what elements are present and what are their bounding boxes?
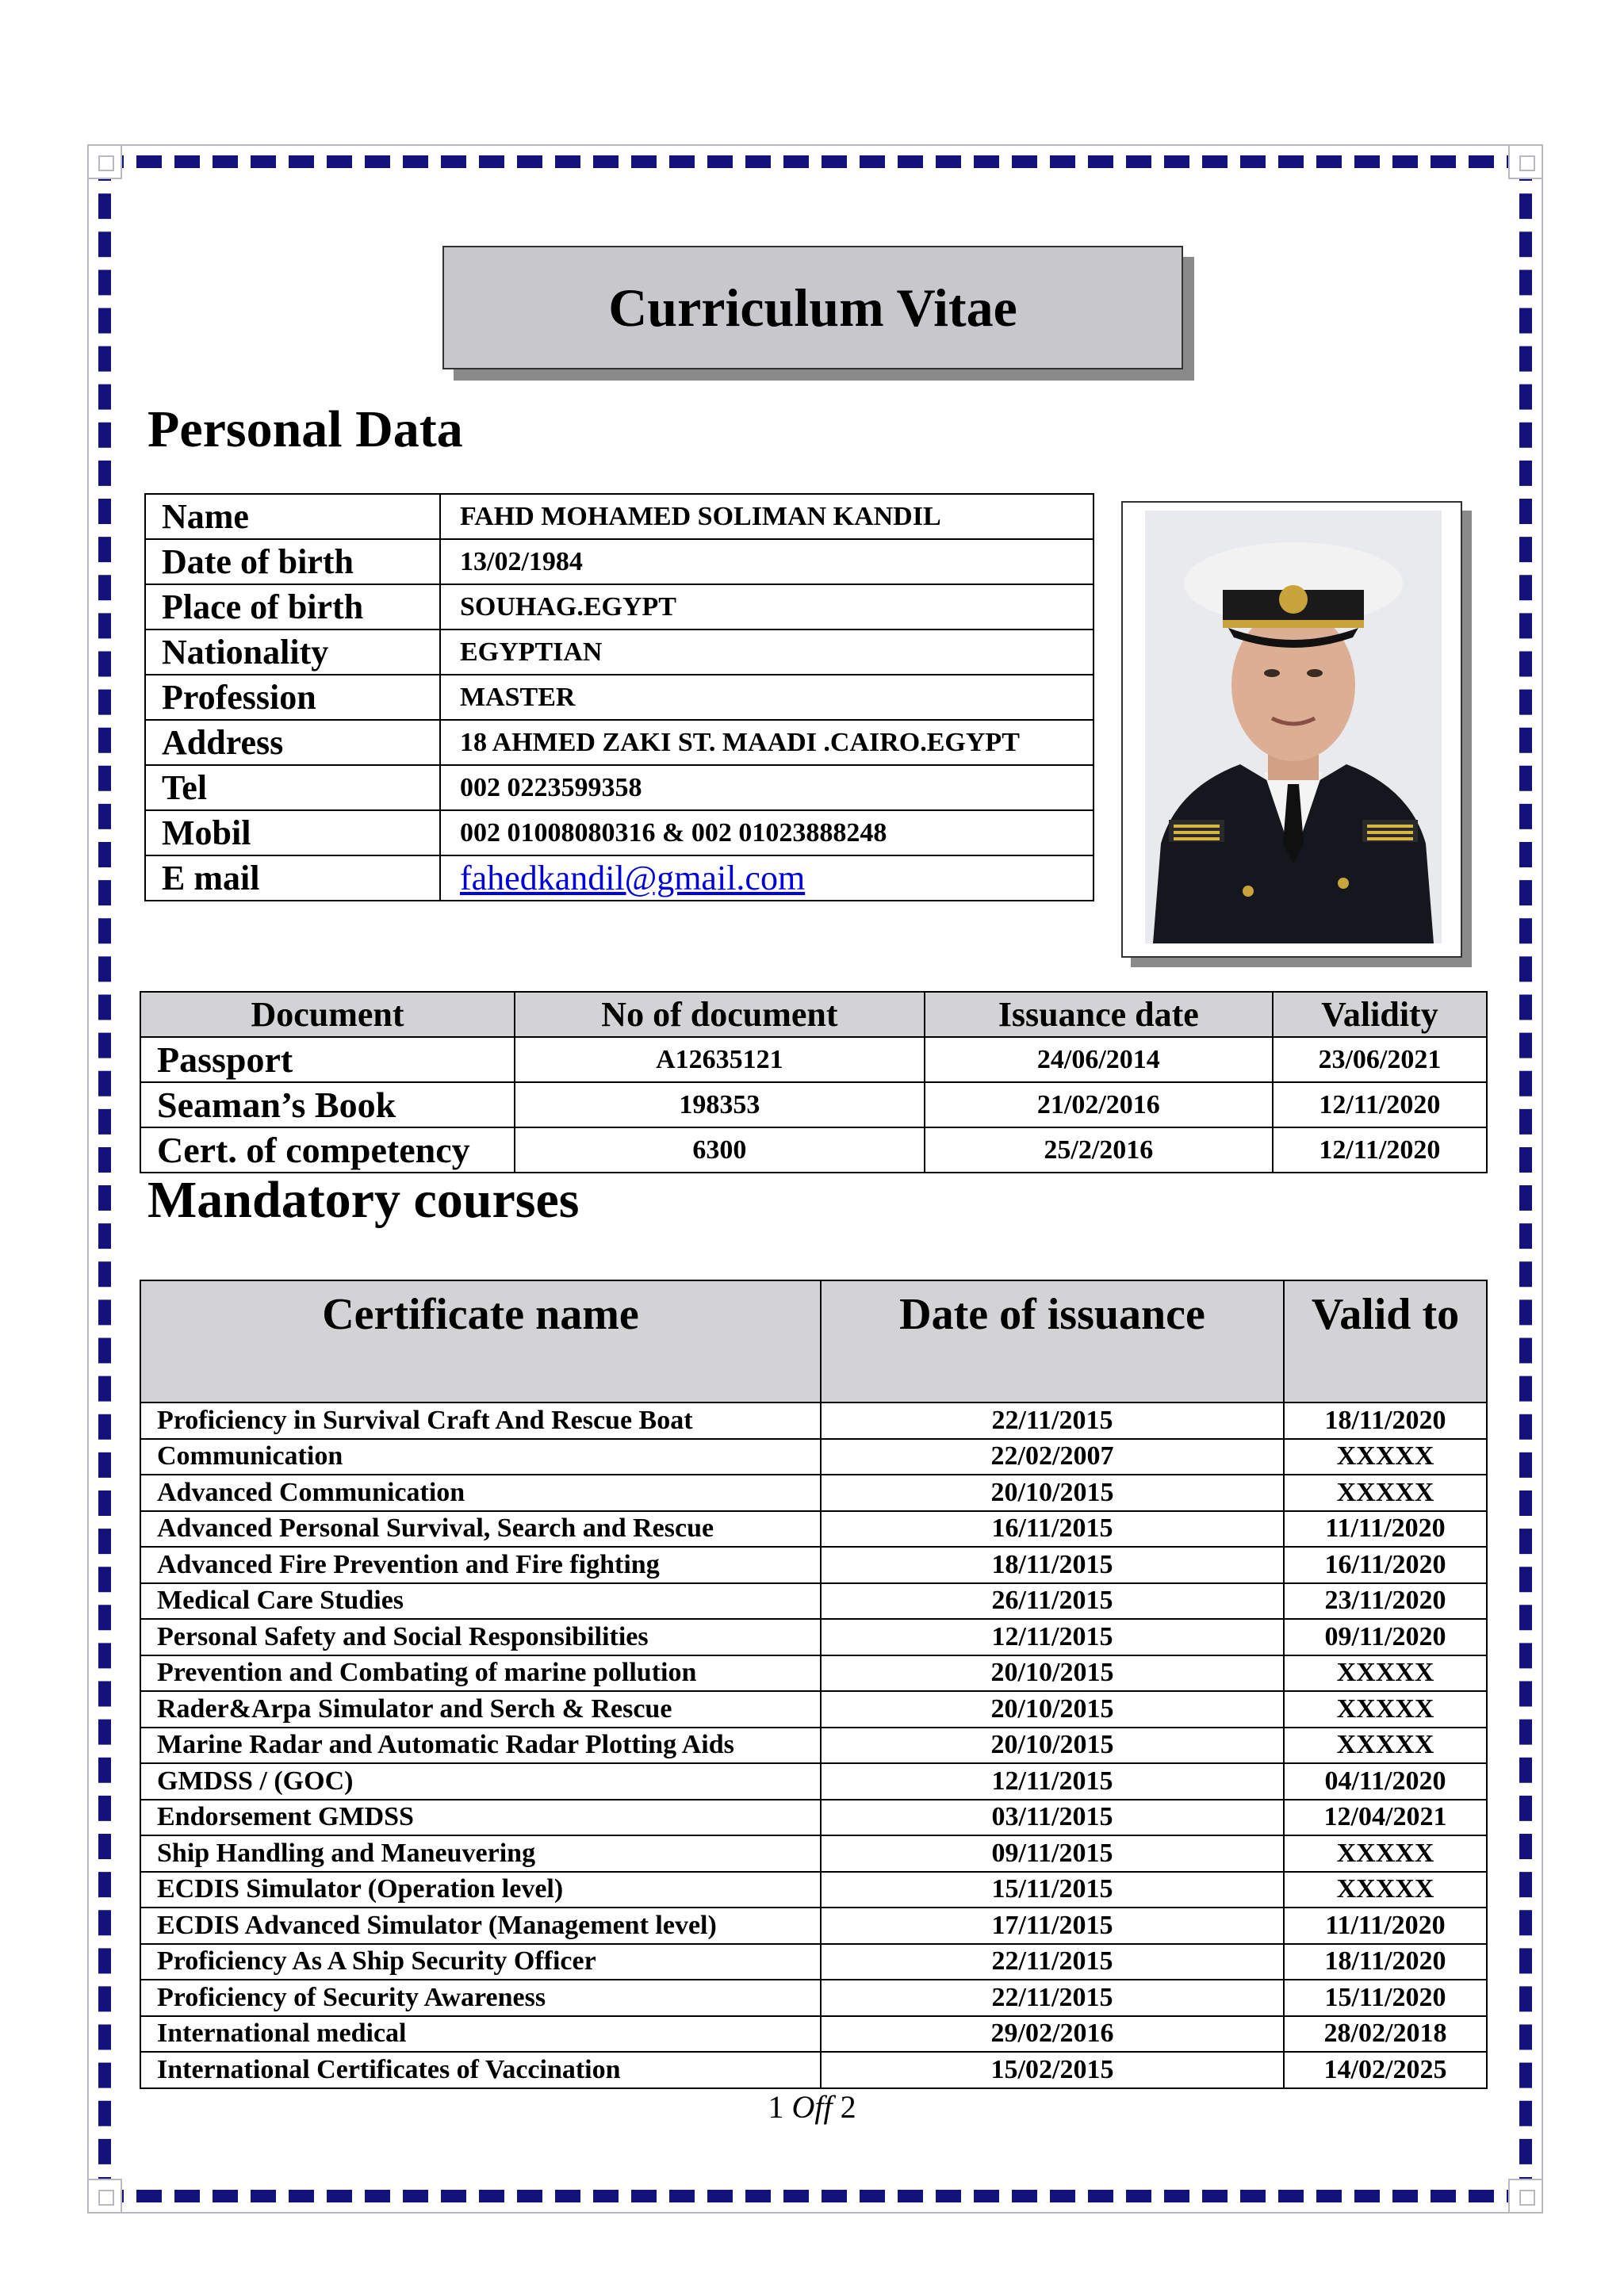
course-issued: 20/10/2015: [821, 1728, 1284, 1764]
value-tel: 002 0223599358: [440, 765, 1094, 810]
value-date-of-birth: 13/02/1984: [440, 539, 1094, 584]
course-valid-to: 23/11/2020: [1284, 1583, 1487, 1620]
page-number: [0, 2088, 1624, 2126]
course-valid-to: 11/11/2020: [1284, 1511, 1487, 1548]
course-issued: 16/11/2015: [821, 1511, 1284, 1548]
courses-table: [140, 1280, 1488, 2089]
documents-table: [140, 991, 1488, 1173]
table-row: [140, 1800, 1487, 1836]
course-issued: 26/11/2015: [821, 1583, 1284, 1620]
course-name: Marine Radar and Automatic Radar Plotting Aids: [140, 1728, 821, 1764]
course-name: Prevention and Combating of marine pollution: [140, 1655, 821, 1692]
table-row: [140, 1835, 1487, 1872]
page-total: 2: [840, 2089, 856, 2125]
value-address: 18 AHMED ZAKI ST. MAADI .CAIRO.EGYPT: [440, 720, 1094, 765]
course-valid-to: 09/11/2020: [1284, 1619, 1487, 1655]
course-name: GMDSS / (GOC): [140, 1763, 821, 1800]
course-valid-to: XXXXX: [1284, 1655, 1487, 1692]
table-row: [145, 629, 1094, 675]
course-valid-to: 15/11/2020: [1284, 1980, 1487, 2016]
course-valid-to: 18/11/2020: [1284, 1944, 1487, 1980]
course-valid-to: 04/11/2020: [1284, 1763, 1487, 1800]
course-issued: 20/10/2015: [821, 1475, 1284, 1511]
table-header-row: [140, 992, 1487, 1037]
course-issued: 12/11/2015: [821, 1763, 1284, 1800]
officer-portrait-image: [1145, 511, 1442, 943]
value-mobile: 002 01008080316 & 002 01023888248: [440, 810, 1094, 855]
course-issued: 20/10/2015: [821, 1655, 1284, 1692]
label-name: Name: [145, 494, 440, 539]
col-header-date-of-issuance: Date of issuance: [821, 1280, 1284, 1402]
table-row: [140, 1763, 1487, 1800]
doc-name: Passport: [140, 1037, 515, 1082]
label-address: Address: [145, 720, 440, 765]
table-row: [140, 1511, 1487, 1548]
course-issued: 03/11/2015: [821, 1800, 1284, 1836]
course-valid-to: XXXXX: [1284, 1475, 1487, 1511]
course-issued: 12/11/2015: [821, 1619, 1284, 1655]
course-issued: 20/10/2015: [821, 1691, 1284, 1728]
course-issued: 18/11/2015: [821, 1547, 1284, 1583]
course-name: Advanced Personal Survival, Search and Rescue: [140, 1511, 821, 1548]
table-row: [145, 584, 1094, 629]
doc-issued: 25/2/2016: [925, 1127, 1273, 1173]
course-valid-to: 14/02/2025: [1284, 2052, 1487, 2088]
course-name: International Certificates of Vaccination: [140, 2052, 821, 2088]
course-name: ECDIS Advanced Simulator (Management level): [140, 1908, 821, 1944]
course-issued: 09/11/2015: [821, 1835, 1284, 1872]
table-row: [140, 1619, 1487, 1655]
doc-number: A12635121: [515, 1037, 925, 1082]
course-valid-to: XXXXX: [1284, 1439, 1487, 1475]
value-place-of-birth: SOUHAG.EGYPT: [440, 584, 1094, 629]
table-row: [145, 539, 1094, 584]
table-row: [140, 1691, 1487, 1728]
course-valid-to: XXXXX: [1284, 1691, 1487, 1728]
course-valid-to: 11/11/2020: [1284, 1908, 1487, 1944]
course-name: ECDIS Simulator (Operation level): [140, 1872, 821, 1908]
doc-valid: 12/11/2020: [1273, 1082, 1487, 1127]
table-row: [140, 1728, 1487, 1764]
course-valid-to: 28/02/2018: [1284, 2016, 1487, 2053]
table-row: [145, 494, 1094, 539]
table-row: [140, 1475, 1487, 1511]
frame-corner-top-right: [1508, 144, 1543, 179]
table-row: [145, 765, 1094, 810]
course-issued: 22/11/2015: [821, 1944, 1284, 1980]
col-header-document: Document: [140, 992, 515, 1037]
course-name: Advanced Communication: [140, 1475, 821, 1511]
table-row: [140, 1980, 1487, 2016]
course-issued: 29/02/2016: [821, 2016, 1284, 2053]
table-row: [140, 1655, 1487, 1692]
label-tel: Tel: [145, 765, 440, 810]
course-name: Rader&Arpa Simulator and Serch & Rescue: [140, 1691, 821, 1728]
course-name: Medical Care Studies: [140, 1583, 821, 1620]
doc-valid: 23/06/2021: [1273, 1037, 1487, 1082]
table-row: [145, 855, 1094, 901]
doc-name: Seaman’s Book: [140, 1082, 515, 1127]
table-row: [140, 2016, 1487, 2053]
course-name: International medical: [140, 2016, 821, 2053]
table-row: [140, 1908, 1487, 1944]
course-name: Proficiency As A Ship Security Officer: [140, 1944, 821, 1980]
course-name: Endorsement GMDSS: [140, 1800, 821, 1836]
table-row: [145, 810, 1094, 855]
col-header-issuance-date: Issuance date: [925, 992, 1273, 1037]
table-row: [140, 1547, 1487, 1583]
course-valid-to: XXXXX: [1284, 1835, 1487, 1872]
doc-number: 6300: [515, 1127, 925, 1173]
course-issued: 22/11/2015: [821, 1402, 1284, 1439]
label-mobile: Mobil: [145, 810, 440, 855]
table-row: [140, 1439, 1487, 1475]
personal-data-table: [144, 493, 1094, 901]
table-row: [140, 1583, 1487, 1620]
table-row: [145, 675, 1094, 720]
course-valid-to: 12/04/2021: [1284, 1800, 1487, 1836]
page-current: 1: [768, 2089, 784, 2125]
table-row: [140, 1872, 1487, 1908]
value-nationality: EGYPTIAN: [440, 629, 1094, 675]
col-header-certificate-name: Certificate name: [140, 1280, 821, 1402]
course-name: Personal Safety and Social Responsibilities: [140, 1619, 821, 1655]
mandatory-courses-heading: Mandatory courses: [147, 1171, 580, 1229]
course-name: Proficiency of Security Awareness: [140, 1980, 821, 2016]
doc-valid: 12/11/2020: [1273, 1127, 1487, 1173]
page-of: Off: [791, 2089, 833, 2125]
cv-title: Curriculum Vitae: [442, 246, 1183, 369]
table-row: [140, 2052, 1487, 2088]
personal-data-heading: Personal Data: [147, 400, 463, 458]
label-date-of-birth: Date of birth: [145, 539, 440, 584]
course-issued: 17/11/2015: [821, 1908, 1284, 1944]
course-valid-to: 18/11/2020: [1284, 1402, 1487, 1439]
course-issued: 22/02/2007: [821, 1439, 1284, 1475]
label-profession: Profession: [145, 675, 440, 720]
course-name: Proficiency in Survival Craft And Rescue Boat: [140, 1402, 821, 1439]
course-issued: 22/11/2015: [821, 1980, 1284, 2016]
frame-corner-top-left: [87, 144, 122, 179]
frame-corner-bottom-left: [87, 2179, 122, 2214]
label-place-of-birth: Place of birth: [145, 584, 440, 629]
doc-issued: 21/02/2016: [925, 1082, 1273, 1127]
table-row: [140, 1082, 1487, 1127]
value-email-cell: [440, 855, 1094, 901]
course-name: Advanced Fire Prevention and Fire fighting: [140, 1547, 821, 1583]
course-valid-to: XXXXX: [1284, 1728, 1487, 1764]
col-header-doc-number: No of document: [515, 992, 925, 1037]
doc-name: Cert. of competency: [140, 1127, 515, 1173]
table-row: [145, 720, 1094, 765]
table-header-row: [140, 1280, 1487, 1402]
course-valid-to: 16/11/2020: [1284, 1547, 1487, 1583]
profile-photo: [1121, 501, 1462, 958]
doc-issued: 24/06/2014: [925, 1037, 1273, 1082]
table-row: [140, 1037, 1487, 1082]
label-email: E mail: [145, 855, 440, 901]
course-name: Communication: [140, 1439, 821, 1475]
email-link[interactable]: fahedkandil@gmail.com: [460, 859, 806, 897]
doc-number: 198353: [515, 1082, 925, 1127]
value-profession: MASTER: [440, 675, 1094, 720]
col-header-valid-to: Valid to: [1284, 1280, 1487, 1402]
course-name: Ship Handling and Maneuvering: [140, 1835, 821, 1872]
course-valid-to: XXXXX: [1284, 1872, 1487, 1908]
table-row: [140, 1127, 1487, 1173]
value-name: FAHD MOHAMED SOLIMAN KANDIL: [440, 494, 1094, 539]
frame-corner-bottom-right: [1508, 2179, 1543, 2214]
courses-body: [140, 1402, 1487, 2088]
course-issued: 15/02/2015: [821, 2052, 1284, 2088]
table-row: [140, 1402, 1487, 1439]
label-nationality: Nationality: [145, 629, 440, 675]
course-issued: 15/11/2015: [821, 1872, 1284, 1908]
col-header-validity: Validity: [1273, 992, 1487, 1037]
table-row: [140, 1944, 1487, 1980]
